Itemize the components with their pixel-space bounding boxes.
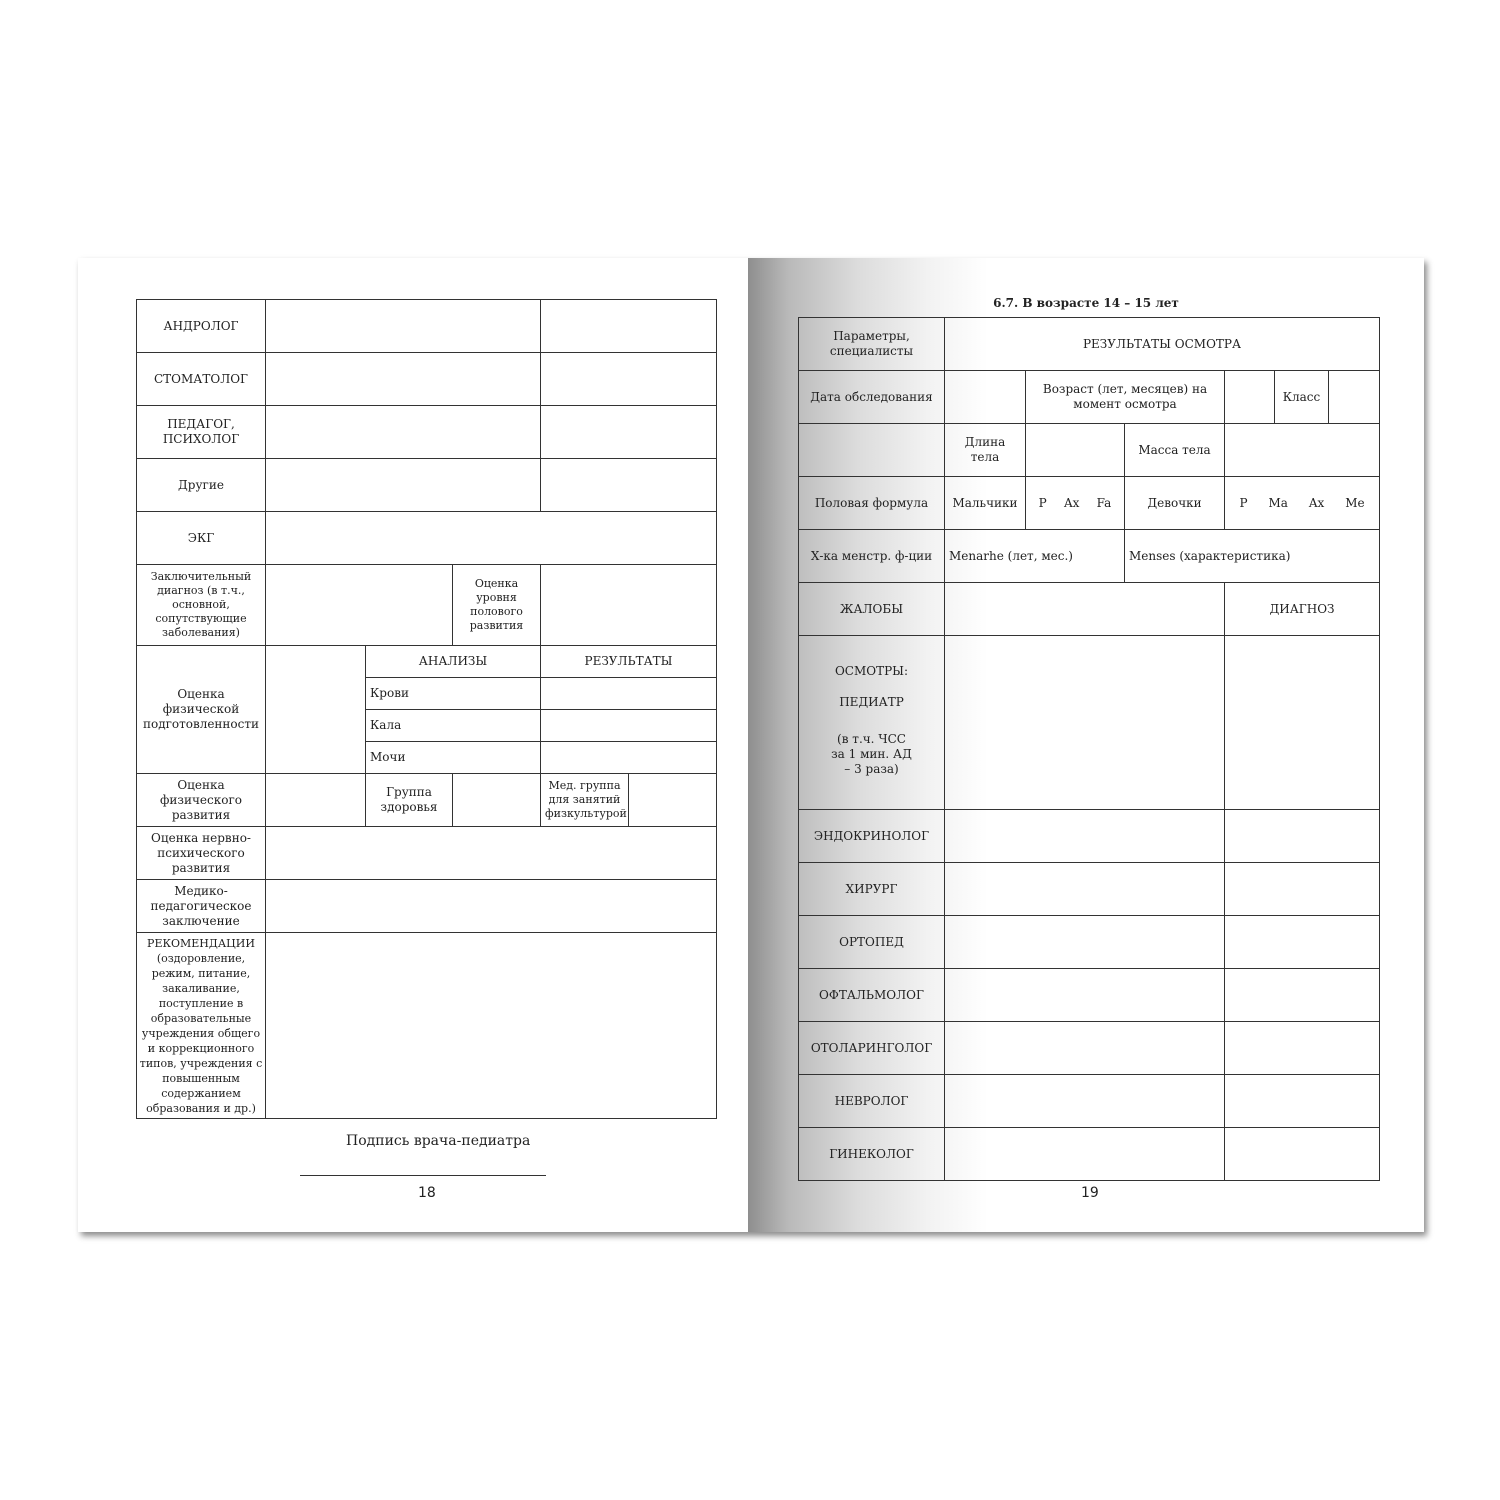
row-label-polovaya: Половая формула bbox=[799, 477, 945, 530]
page-18 bbox=[78, 258, 748, 1232]
row-label-ginekolog: ГИНЕКОЛОГ bbox=[799, 1128, 945, 1181]
row-label-nevrolog: НЕВРОЛОГ bbox=[799, 1075, 945, 1128]
ginekolog-diagnoz-field[interactable] bbox=[1225, 1128, 1380, 1181]
row-label-otolaringolog: ОТОЛАРИНГОЛОГ bbox=[799, 1022, 945, 1075]
label-menarhe[interactable]: Menarhe (лет, мес.) bbox=[945, 530, 1125, 583]
ginekolog-field[interactable] bbox=[945, 1128, 1225, 1181]
pedagog-field-2[interactable] bbox=[541, 406, 717, 459]
massa-field[interactable] bbox=[1225, 424, 1380, 477]
right-form-table bbox=[798, 317, 1380, 1181]
row-label-nervno: Оценка нервно-психического развития bbox=[137, 827, 266, 880]
girls-ma: Ma bbox=[1268, 495, 1288, 510]
analiz-mochi: Мочи bbox=[366, 742, 541, 774]
girls-formula[interactable] bbox=[1225, 477, 1380, 530]
pediatr-field[interactable] bbox=[945, 636, 1225, 810]
data-obsl-field[interactable] bbox=[945, 371, 1026, 424]
androlog-field[interactable] bbox=[266, 300, 541, 353]
otolaringolog-diagnoz-field[interactable] bbox=[1225, 1022, 1380, 1075]
row-label-osmotry bbox=[799, 636, 945, 810]
nervno-field[interactable] bbox=[266, 827, 717, 880]
label-vozrast: Возраст (лет, месяцев) на момент осмотра bbox=[1026, 371, 1225, 424]
hirurg-diagnoz-field[interactable] bbox=[1225, 863, 1380, 916]
section-title: 6.7. В возрасте 14 – 15 лет bbox=[993, 296, 1179, 310]
boys-fa: Fa bbox=[1096, 495, 1112, 510]
boys-ax: Ax bbox=[1063, 495, 1080, 510]
ortoped-field[interactable] bbox=[945, 916, 1225, 969]
oftalmolog-diagnoz-field[interactable] bbox=[1225, 969, 1380, 1022]
label-devochki: Девочки bbox=[1125, 477, 1225, 530]
girls-ax: Ax bbox=[1308, 495, 1325, 510]
row-label-ortoped: ОРТОПЕД bbox=[799, 916, 945, 969]
row-label-drugie: Другие bbox=[137, 459, 266, 512]
ocenka-urovnya-field[interactable] bbox=[541, 565, 717, 646]
ortoped-diagnoz-field[interactable] bbox=[1225, 916, 1380, 969]
label-malchiki: Мальчики bbox=[945, 477, 1026, 530]
signature-line[interactable] bbox=[300, 1175, 546, 1176]
med-gruppa-field[interactable] bbox=[629, 774, 717, 827]
row-label-ocenka-fiz-razv: Оценка физического развития bbox=[137, 774, 266, 827]
drugie-field[interactable] bbox=[266, 459, 541, 512]
hirurg-field[interactable] bbox=[945, 863, 1225, 916]
label-dlina: Длина тела bbox=[945, 424, 1026, 477]
row-label-pedagog: ПЕДАГОГ, ПСИХОЛОГ bbox=[137, 406, 266, 459]
otolaringolog-field[interactable] bbox=[945, 1022, 1225, 1075]
klass-field[interactable] bbox=[1329, 371, 1380, 424]
label-klass: Класс bbox=[1275, 371, 1329, 424]
row-label-rekomendacii: РЕКОМЕНДАЦИИ (оздоровление, режим, питание, закаливание, поступление в образовательные учреждения общего и коррекционного типов, учреждения с повышенным содержанием образования и др.) bbox=[137, 933, 266, 1119]
header-rezultaty: РЕЗУЛЬТАТЫ bbox=[541, 646, 717, 678]
oftalmolog-field[interactable] bbox=[945, 969, 1225, 1022]
label-ocenka-urovnya: Оценка уровня полового развития bbox=[453, 565, 541, 646]
endokrinolog-field[interactable] bbox=[945, 810, 1225, 863]
rekomendacii-field[interactable] bbox=[266, 933, 717, 1119]
stomatolog-field[interactable] bbox=[266, 353, 541, 406]
row-label-oftalmolog: ОФТАЛЬМОЛОГ bbox=[799, 969, 945, 1022]
page-number-right: 19 bbox=[1081, 1185, 1099, 1201]
header-rezultaty-osmotra: РЕЗУЛЬТАТЫ ОСМОТРА bbox=[945, 318, 1380, 371]
row-label-hirurg: ХИРУРГ bbox=[799, 863, 945, 916]
dlina-field[interactable] bbox=[1026, 424, 1125, 477]
label-med-gruppa: Мед. группа для занятий физкультурой bbox=[541, 774, 629, 827]
booklet-spread bbox=[78, 258, 1424, 1232]
mediko-field[interactable] bbox=[266, 880, 717, 933]
girls-me: Me bbox=[1345, 495, 1365, 510]
row-label-ekg: ЭКГ bbox=[137, 512, 266, 565]
androlog-field-2[interactable] bbox=[541, 300, 717, 353]
analiz-krovi: Крови bbox=[366, 678, 541, 710]
rezultat-krovi-field[interactable] bbox=[541, 678, 717, 710]
label-menses[interactable]: Menses (характеристика) bbox=[1125, 530, 1380, 583]
left-form-table bbox=[136, 299, 717, 1119]
endokrinolog-diagnoz-field[interactable] bbox=[1225, 810, 1380, 863]
row-label-androlog: АНДРОЛОГ bbox=[137, 300, 266, 353]
label-osmotry: ОСМОТРЫ: bbox=[834, 664, 909, 678]
page-number-left: 18 bbox=[418, 1185, 436, 1201]
drugie-field-2[interactable] bbox=[541, 459, 717, 512]
stomatolog-field-2[interactable] bbox=[541, 353, 717, 406]
boys-formula[interactable] bbox=[1026, 477, 1125, 530]
page-19 bbox=[748, 258, 1424, 1232]
row-label-zakl-diagnoz: Заключительный диагноз (в т.ч., основной, сопутствующие заболевания) bbox=[137, 565, 266, 646]
row-label-zhaloby: ЖАЛОБЫ bbox=[799, 583, 945, 636]
rezultat-mochi-field[interactable] bbox=[541, 742, 717, 774]
boys-p: P bbox=[1038, 495, 1047, 510]
ocenka-fiz-podg-field[interactable] bbox=[266, 646, 366, 774]
rezultat-kala-field[interactable] bbox=[541, 710, 717, 742]
vozrast-field[interactable] bbox=[1225, 371, 1275, 424]
header-diagnoz: ДИАГНОЗ bbox=[1225, 583, 1380, 636]
ocenka-fiz-razv-field[interactable] bbox=[266, 774, 366, 827]
header-analizy: АНАЛИЗЫ bbox=[366, 646, 541, 678]
header-parametry: Параметры, специалисты bbox=[799, 318, 945, 371]
nevrolog-diagnoz-field[interactable] bbox=[1225, 1075, 1380, 1128]
label-pediatr: ПЕДИАТР bbox=[839, 695, 904, 709]
label-gruppa-zdorovya: Группа здоровья bbox=[366, 774, 453, 827]
ekg-field[interactable] bbox=[266, 512, 717, 565]
signature-label: Подпись врача-педиатра bbox=[346, 1133, 531, 1149]
label-pediatr-note: (в т.ч. ЧСС за 1 мин. АД – 3 раза) bbox=[831, 732, 912, 776]
nevrolog-field[interactable] bbox=[945, 1075, 1225, 1128]
analiz-kala: Кала bbox=[366, 710, 541, 742]
row-label-mediko: Медико-педагогическое заключение bbox=[137, 880, 266, 933]
row-label-ocenka-fiz-podg: Оценка физической подготовленности bbox=[137, 646, 266, 774]
row-label-blank bbox=[799, 424, 945, 477]
zakl-diagnoz-field[interactable] bbox=[266, 565, 453, 646]
pediatr-diagnoz-field[interactable] bbox=[1225, 636, 1380, 810]
pedagog-field[interactable] bbox=[266, 406, 541, 459]
row-label-stomatolog: СТОМАТОЛОГ bbox=[137, 353, 266, 406]
row-label-endokrinolog: ЭНДОКРИНОЛОГ bbox=[799, 810, 945, 863]
zhaloby-field[interactable] bbox=[945, 583, 1225, 636]
row-label-xka: Х-ка менстр. ф-ции bbox=[799, 530, 945, 583]
row-label-data-obsl: Дата обследования bbox=[799, 371, 945, 424]
label-massa: Масса тела bbox=[1125, 424, 1225, 477]
girls-p: P bbox=[1239, 495, 1248, 510]
gruppa-zdorovya-field[interactable] bbox=[453, 774, 541, 827]
